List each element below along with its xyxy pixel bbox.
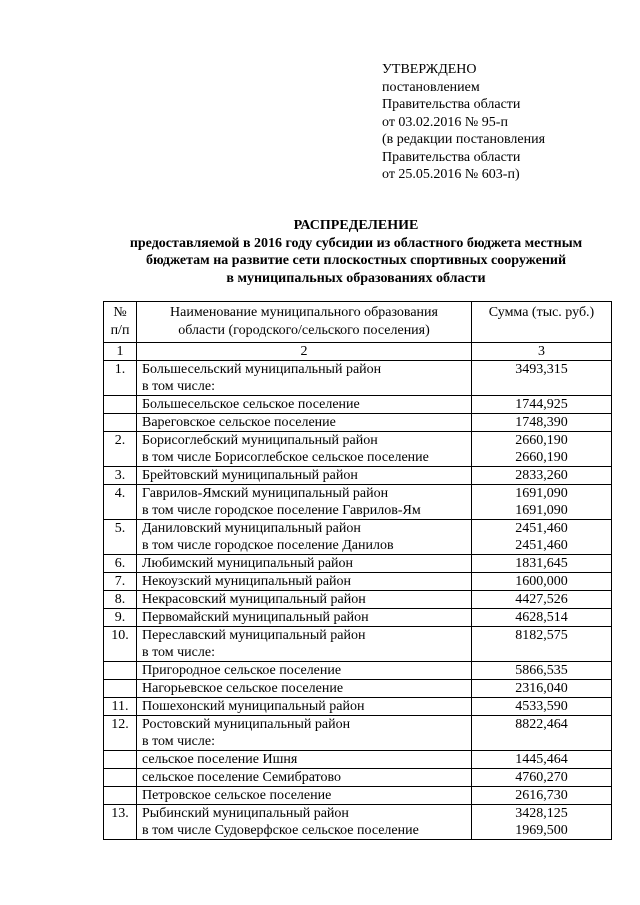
table-body bbox=[104, 361, 612, 840]
municipality-name-line: Рыбинский муниципальный район bbox=[142, 806, 349, 821]
table-row bbox=[104, 716, 612, 751]
header-name-line: Наименование муниципального образования bbox=[170, 305, 438, 320]
row-number: 12. bbox=[104, 716, 137, 751]
municipality-name-line: в том числе: bbox=[142, 645, 215, 660]
municipality-name-line: Некоузский муниципальный район bbox=[142, 574, 352, 589]
municipality-name-line: Большесельское сельское поселение bbox=[142, 397, 360, 412]
municipality-name-line: в том числе Борисоглебское сельское поселение bbox=[142, 450, 429, 465]
row-number: 4. bbox=[104, 485, 137, 520]
subsidy-amount-line: 2451,460 bbox=[515, 538, 568, 553]
municipality-name bbox=[137, 414, 472, 432]
municipality-name bbox=[137, 751, 472, 769]
subsidy-amount-line: 8822,464 bbox=[515, 717, 568, 732]
row-number: 11. bbox=[104, 698, 137, 716]
subsidy-amount bbox=[472, 432, 612, 467]
subsidy-amount bbox=[472, 805, 612, 840]
municipality-name-line: сельское поселение Семибратово bbox=[142, 770, 341, 785]
subsidy-amount-line: 1691,090 bbox=[515, 503, 568, 518]
approval-line: Правительства области bbox=[382, 97, 521, 112]
approval-line: УТВЕРЖДЕНО bbox=[382, 62, 477, 77]
municipality-name-line: Борисоглебский муниципальный район bbox=[142, 433, 378, 448]
municipality-name bbox=[137, 662, 472, 680]
subsidy-amount-line: 3493,315 bbox=[515, 362, 568, 377]
table-row bbox=[104, 591, 612, 609]
subsidy-amount-line: 2660,190 bbox=[515, 450, 568, 465]
subsidy-amount-line: 1691,090 bbox=[515, 486, 568, 501]
approval-line: постановлением bbox=[382, 79, 480, 95]
row-number: 2. bbox=[104, 432, 137, 467]
approval-line: Правительства области bbox=[382, 149, 521, 165]
subsidy-amount bbox=[472, 485, 612, 520]
municipality-name bbox=[137, 520, 472, 555]
table-row bbox=[104, 414, 612, 432]
distribution-table bbox=[103, 301, 612, 840]
subsidy-amount-line bbox=[474, 733, 609, 750]
subsidy-amount-line: 1445,464 bbox=[515, 752, 568, 767]
subsidy-amount bbox=[472, 680, 612, 698]
subsidy-amount bbox=[472, 627, 612, 662]
subsidy-amount-line: 1748,390 bbox=[515, 415, 568, 430]
municipality-name bbox=[137, 361, 472, 396]
municipality-name-line: Переславский муниципальный район bbox=[142, 628, 366, 643]
table-row bbox=[104, 396, 612, 414]
municipality-name-line: Пошехонский муниципальный район bbox=[142, 699, 365, 714]
title-line: бюджетам на развитие сети плоскостных спортивных сооружений bbox=[145, 253, 567, 268]
approval-line: от 25.05.2016 № 603-п) bbox=[382, 167, 520, 182]
municipality-name bbox=[137, 396, 472, 414]
table-row bbox=[104, 787, 612, 805]
header-sum-line: Сумма (тыс. руб.) bbox=[488, 305, 595, 320]
subsidy-amount-line: 1831,645 bbox=[515, 556, 568, 571]
subsidy-amount-line: 3428,125 bbox=[515, 806, 568, 821]
municipality-name-line: Большесельский муниципальный район bbox=[142, 362, 382, 377]
table-row bbox=[104, 662, 612, 680]
column-index-row bbox=[104, 343, 612, 361]
row-number bbox=[104, 769, 137, 787]
row-number bbox=[104, 751, 137, 769]
municipality-name bbox=[137, 555, 472, 573]
header-number-line: п/п bbox=[110, 323, 130, 338]
municipality-name bbox=[137, 698, 472, 716]
municipality-name-line: Любимский муниципальный район bbox=[142, 556, 354, 571]
approval-stamp bbox=[382, 61, 545, 184]
table-row bbox=[104, 769, 612, 787]
municipality-name-line: Пригородное сельское поселение bbox=[142, 663, 342, 678]
approval-line: (в редакции постановления bbox=[382, 132, 546, 147]
subsidy-amount bbox=[472, 573, 612, 591]
subsidy-amount-line: 2616,730 bbox=[515, 788, 568, 803]
column-index: 3 bbox=[472, 343, 612, 361]
table-row bbox=[104, 627, 612, 662]
header-number-line: № bbox=[113, 305, 127, 320]
municipality-name bbox=[137, 573, 472, 591]
municipality-name-line: в том числе: bbox=[142, 379, 215, 394]
municipality-name-line: Гаврилов-Ямский муниципальный район bbox=[142, 486, 389, 501]
municipality-name bbox=[137, 467, 472, 485]
municipality-name-line: Ростовский муниципальный район bbox=[142, 717, 351, 732]
subsidy-amount-line: 1969,500 bbox=[515, 823, 568, 838]
table-row bbox=[104, 698, 612, 716]
municipality-name-line: в том числе Судоверфское сельское поселение bbox=[142, 823, 419, 838]
table-row bbox=[104, 751, 612, 769]
municipality-name-line: в том числе городское поселение Данилов bbox=[142, 538, 394, 553]
subsidy-amount-line: 2660,190 bbox=[515, 433, 568, 448]
document-title bbox=[100, 217, 612, 287]
subsidy-amount bbox=[472, 555, 612, 573]
municipality-name-line: Нагорьевское сельское поселение bbox=[142, 681, 344, 696]
municipality-name bbox=[137, 805, 472, 840]
row-number: 3. bbox=[104, 467, 137, 485]
row-number bbox=[104, 662, 137, 680]
municipality-name bbox=[137, 716, 472, 751]
subsidy-amount bbox=[472, 609, 612, 627]
subsidy-amount bbox=[472, 716, 612, 751]
header-number bbox=[104, 302, 137, 343]
municipality-name-line: Даниловский муниципальный район bbox=[142, 521, 361, 536]
header-name-line: области (городского/сельского поселения) bbox=[178, 323, 430, 338]
subsidy-amount-line: 2316,040 bbox=[515, 681, 568, 696]
row-number: 6. bbox=[104, 555, 137, 573]
subsidy-amount-line: 1744,925 bbox=[515, 397, 568, 412]
subsidy-amount-line: 4533,590 bbox=[515, 699, 568, 714]
subsidy-amount-line: 4628,514 bbox=[515, 610, 568, 625]
subsidy-amount bbox=[472, 769, 612, 787]
row-number bbox=[104, 414, 137, 432]
subsidy-amount bbox=[472, 751, 612, 769]
header-name bbox=[137, 302, 472, 343]
subsidy-amount-line: 4760,270 bbox=[515, 770, 568, 785]
subsidy-amount bbox=[472, 520, 612, 555]
subsidy-amount-line: 5866,535 bbox=[515, 663, 568, 678]
table-row bbox=[104, 361, 612, 396]
subsidy-amount-line: 1600,000 bbox=[515, 574, 568, 589]
table-row bbox=[104, 485, 612, 520]
municipality-name-line: в том числе городское поселение Гаврилов-Ям bbox=[142, 503, 421, 518]
subsidy-amount bbox=[472, 662, 612, 680]
municipality-name bbox=[137, 485, 472, 520]
table-row bbox=[104, 805, 612, 840]
municipality-name-line: сельское поселение Ишня bbox=[142, 752, 298, 767]
column-index: 1 bbox=[104, 343, 137, 361]
municipality-name bbox=[137, 680, 472, 698]
subsidy-amount bbox=[472, 698, 612, 716]
title-line: в муниципальных образованиях области bbox=[226, 270, 486, 286]
table-row bbox=[104, 680, 612, 698]
title-heading: РАСПРЕДЕЛЕНИЕ bbox=[293, 218, 419, 233]
row-number: 9. bbox=[104, 609, 137, 627]
row-number: 5. bbox=[104, 520, 137, 555]
row-number: 1. bbox=[104, 361, 137, 396]
table-header-row bbox=[104, 302, 612, 343]
municipality-name bbox=[137, 609, 472, 627]
table-row bbox=[104, 467, 612, 485]
municipality-name-line: Первомайский муниципальный район bbox=[142, 610, 369, 625]
municipality-name bbox=[137, 787, 472, 805]
municipality-name-line: Некрасовский муниципальный район bbox=[142, 592, 366, 607]
subsidy-amount bbox=[472, 414, 612, 432]
municipality-name-line: Вареговское сельское поселение bbox=[142, 415, 336, 430]
municipality-name bbox=[137, 627, 472, 662]
table-row bbox=[104, 432, 612, 467]
row-number bbox=[104, 680, 137, 698]
table-row bbox=[104, 555, 612, 573]
row-number bbox=[104, 396, 137, 414]
municipality-name bbox=[137, 432, 472, 467]
municipality-name-line: в том числе: bbox=[142, 734, 215, 749]
subsidy-amount bbox=[472, 787, 612, 805]
municipality-name-line: Брейтовский муниципальный район bbox=[142, 468, 358, 483]
column-index: 2 bbox=[137, 343, 472, 361]
row-number bbox=[104, 787, 137, 805]
subsidy-amount-line bbox=[474, 644, 609, 661]
municipality-name bbox=[137, 769, 472, 787]
municipality-name-line: Петровское сельское поселение bbox=[142, 788, 332, 803]
subsidy-amount bbox=[472, 396, 612, 414]
subsidy-amount-line bbox=[474, 378, 609, 395]
subsidy-amount-line: 2833,260 bbox=[515, 468, 568, 483]
title-line: предоставляемой в 2016 году субсидии из областного бюджета местным bbox=[129, 235, 583, 251]
table-row bbox=[104, 609, 612, 627]
municipality-name bbox=[137, 591, 472, 609]
row-number: 13. bbox=[104, 805, 137, 840]
table-row bbox=[104, 520, 612, 555]
subsidy-amount-line: 4427,526 bbox=[515, 592, 568, 607]
row-number: 8. bbox=[104, 591, 137, 609]
row-number: 10. bbox=[104, 627, 137, 662]
subsidy-amount bbox=[472, 467, 612, 485]
subsidy-amount bbox=[472, 591, 612, 609]
header-sum bbox=[472, 302, 612, 343]
subsidy-amount-line: 2451,460 bbox=[515, 521, 568, 536]
approval-line: от 03.02.2016 № 95-п bbox=[382, 114, 508, 130]
subsidy-amount bbox=[472, 361, 612, 396]
table-row bbox=[104, 573, 612, 591]
subsidy-amount-line: 8182,575 bbox=[515, 628, 568, 643]
row-number: 7. bbox=[104, 573, 137, 591]
